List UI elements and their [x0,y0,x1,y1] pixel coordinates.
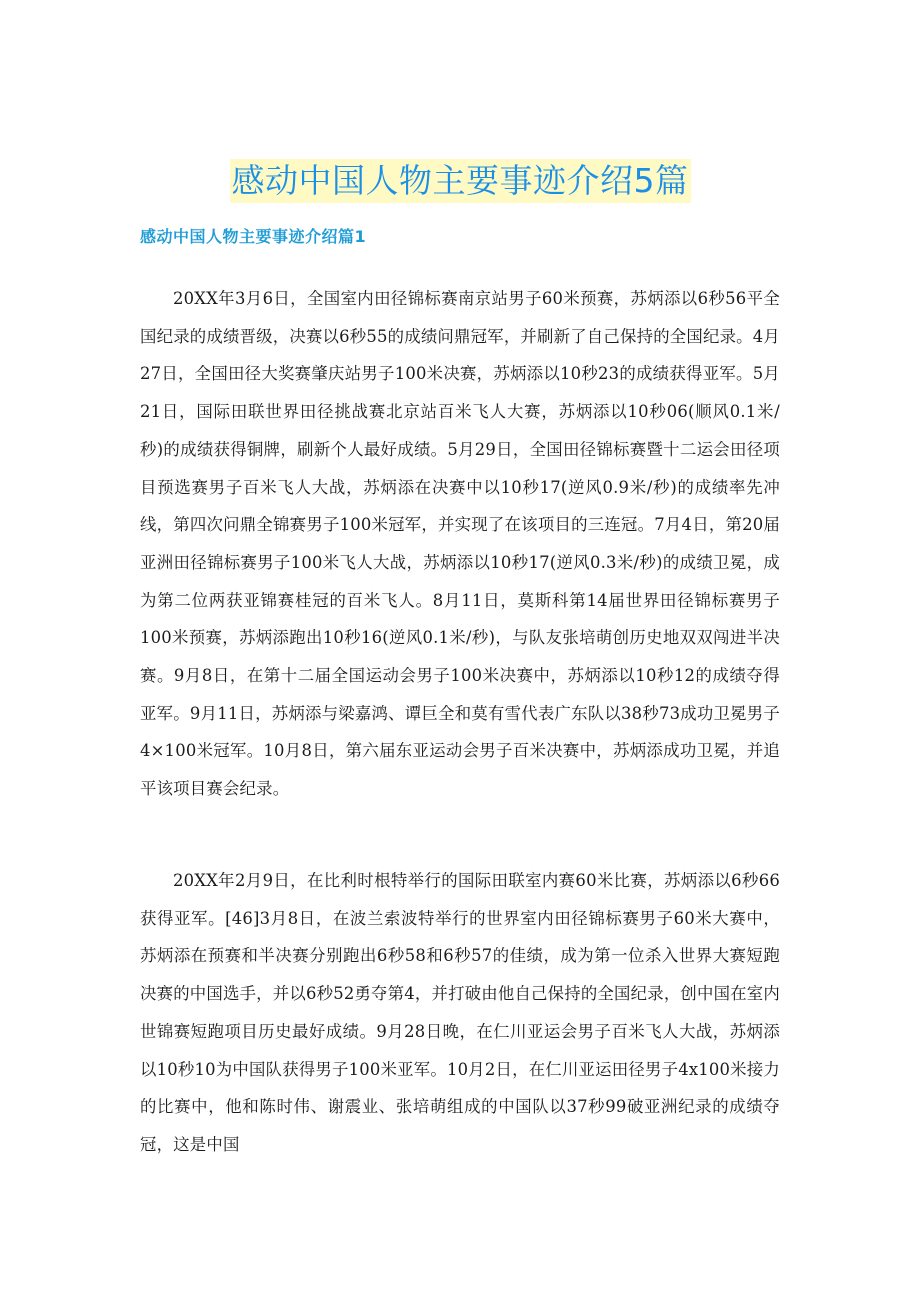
title-container [0,137,920,225]
body-paragraph-2: 20XX年2月9日，在比利时根特举行的国际田联室内赛60米比赛，苏炳添以6秒66获得亚军。[46]3月8日，在波兰索波特举行的世界室内田径锦标赛男子60米大赛中，苏炳添在预赛和半决赛分别跑出6秒58和6秒57的佳绩，成为第一位杀入世界大赛短跑决赛的中国选手，并以6秒52勇夺第4，并打破由他自己保持的全国纪录，创中国在室内世锦赛短跑项目历史最好成绩。9月28日晚，在仁川亚运会男子百米飞人大战，苏炳添以10秒10为中国队获得男子100米亚军。10月2日，在仁川亚运田径男子4x100米接力的比赛中，他和陈时伟、谢震业、张培萌组成的中国队以37秒99破亚洲纪录的成绩夺冠，这是中国 [140,871,780,1154]
body-paragraph-1: 20XX年3月6日，全国室内田径锦标赛南京站男子60米预赛，苏炳添以6秒56平全国纪录的成绩晋级，决赛以6秒55的成绩问鼎冠军，并刷新了自己保持的全国纪录。4月27日，全国田径大奖赛肇庆站男子100米决赛，苏炳添以10秒23的成绩获得亚军。5月21日，国际田联世界田径挑战赛北京站百米飞人大赛，苏炳添以10秒06(顺风0.1米/秒)的成绩获得铜牌，刷新个人最好成绩。5月29日，全国田径锦标赛暨十二运会田径项目预选赛男子百米飞人大战，苏炳添在决赛中以10秒17(逆风0.9米/秒)的成绩率先冲线，第四次问鼎全锦赛男子100米冠军，并实现了在该项目的三连冠。7月4日，第20届亚洲田径锦标赛男子100米飞人大战，苏炳添以10秒17(逆风0.3米/秒)的成绩卫冕，成为第二位两获亚锦赛桂冠的百米飞人。8月11日，莫斯科第14届世界田径锦标赛男子100米预赛，苏炳添跑出10秒16(逆风0.1米/秒)，与队友张培萌创历史地双双闯进半决赛。9月8日，在第十二届全国运动会男子100米决赛中，苏炳添以10秒12的成绩夺得亚军。9月11日，苏炳添与梁嘉鸿、谭巨全和莫有雪代表广东队以38秒73成功卫冕男子4×100米冠军。10月8日，第六届东亚运动会男子百米决赛中，苏炳添成功卫冕，并追平该项目赛会纪录。 [140,289,780,799]
document-title: 感动中国人物主要事迹介绍5篇 [230,159,691,203]
section-heading: 感动中国人物主要事迹介绍篇1 [140,227,367,246]
